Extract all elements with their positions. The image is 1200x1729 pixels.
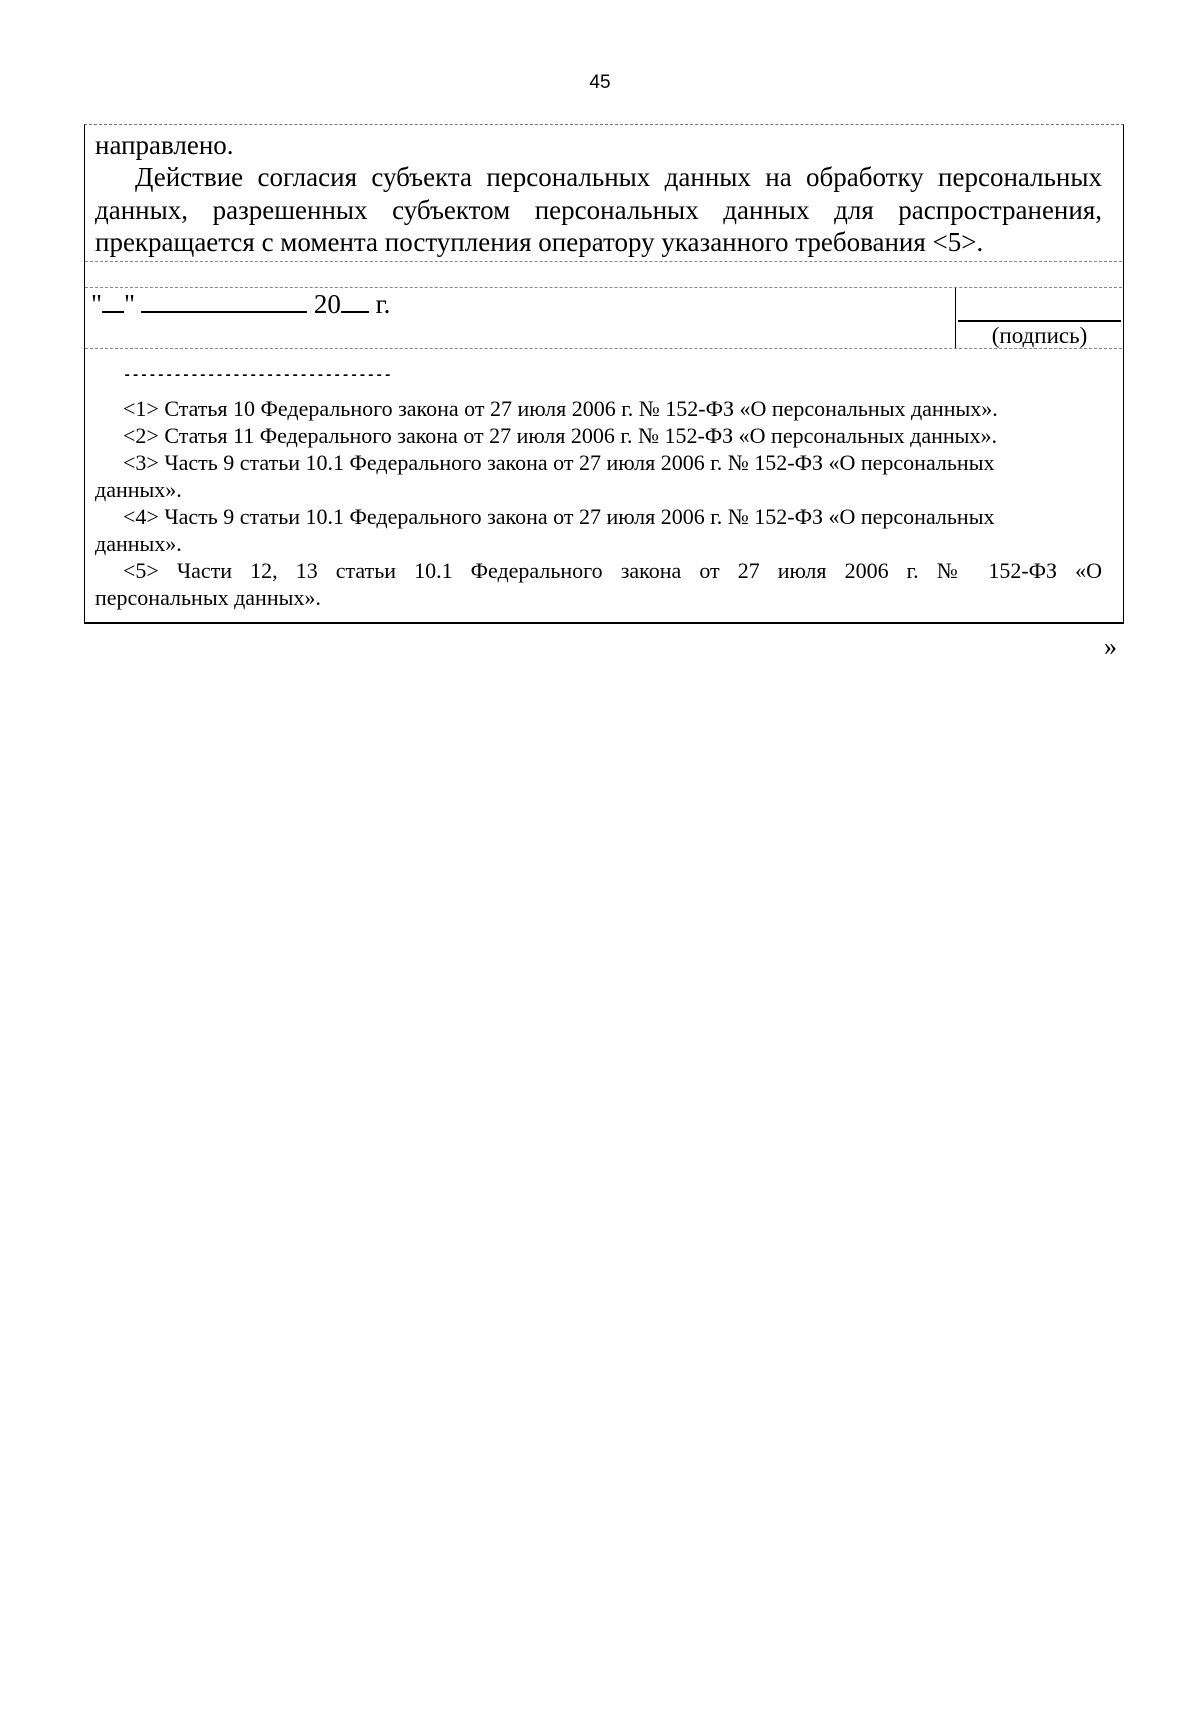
- footnote-2: <2> Статья 11 Федерального закона от 27 июля 2006 г. № 152-ФЗ «О персональных данных».: [123, 423, 997, 448]
- footnote-3-line-2: данных».: [95, 477, 182, 502]
- date-signature-row: [85, 287, 1122, 349]
- footnote-4-line-2: данных».: [95, 531, 182, 556]
- body-line-4: прекращается с момента поступления оператору указанного требования <5>.: [95, 227, 984, 257]
- consent-form-frame: [84, 124, 1124, 624]
- day-blank: [102, 289, 124, 313]
- consent-text-section: [85, 125, 1122, 262]
- month-blank: [141, 289, 307, 313]
- footnote-3-line-1: <3> Часть 9 статьи 10.1 Федерального закона от 27 июля 2006 г. № 152-ФЗ «О персональных: [123, 450, 995, 475]
- year-prefix: 20: [313, 289, 341, 319]
- quote-open: ": [91, 289, 103, 319]
- signature-cell: [955, 288, 1123, 348]
- signature-label: (подпись): [991, 323, 1088, 348]
- year-suffix: г.: [375, 289, 391, 319]
- footnote-5-line-1: <5> Части 12, 13 статьи 10.1 Федерального закона от 27 июля 2006 г. № 152-ФЗ «О: [123, 558, 1102, 583]
- closing-quote: »: [1104, 632, 1117, 661]
- year-blank: [341, 289, 369, 313]
- body-line-1: направлено.: [95, 130, 234, 160]
- body-line-2: Действие согласия субъекта персональных данных на обработку персональных: [135, 162, 1102, 192]
- footnote-1: <1> Статья 10 Федерального закона от 27 июля 2006 г. № 152-ФЗ «О персональных данных».: [123, 396, 998, 421]
- footnote-4-line-1: <4> Часть 9 статьи 10.1 Федерального закона от 27 июля 2006 г. № 152-ФЗ «О персональных: [123, 504, 995, 529]
- page-number: 45: [589, 72, 611, 93]
- footnote-separator: --------------------------------: [123, 368, 392, 384]
- date-field: [91, 288, 390, 320]
- footnote-5-line-2: персональных данных».: [95, 585, 321, 610]
- body-line-3: данных, разрешенных субъектом персональных данных для распространения,: [95, 195, 1102, 225]
- quote-close: ": [124, 289, 136, 319]
